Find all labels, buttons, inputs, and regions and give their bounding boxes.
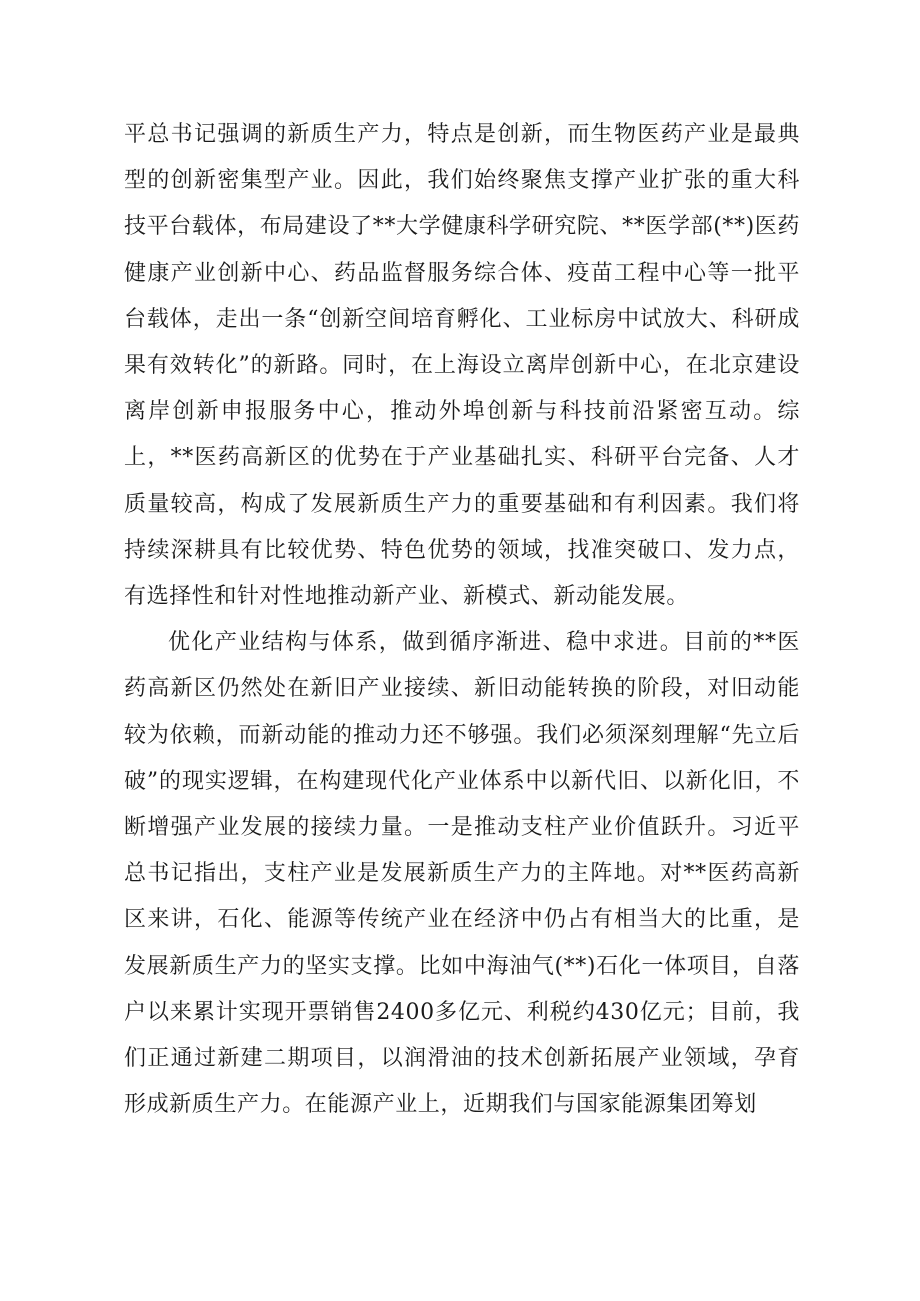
paragraph-1: 平总书记强调的新质生产力，特点是创新，而生物医药产业是最典型的创新密集型产业。因此，我们始终聚焦支撑产业扩张的重大科技平台载体，布局建设了**大学健康科学研究院、**医学部(**)医药健康产业创新中心、药品监督服务综合体、疫苗工程中心等一批平台载体，走出一条“创新空间培育孵化、工业标房中试放大、科研成果有效转化”的新路。同时，在上海设立离岸创新中心，在北京建设离岸创新申报服务中心，推动外埠创新与科技前沿紧密互动。综上，**医药高新区的优势在于产业基础扎实、科研平台完备、人才质量较高，构成了发展新质生产力的重要基础和有利因素。我们将持续深耕具有比较优势、特色优势的领域，找准突破口、发力点，有选择性和针对性地推动新产业、新模式、新动能发展。 (124, 122, 800, 610)
paragraph-2: 优化产业结构与体系，做到循序渐进、稳中求进。目前的**医药高新区仍然处在新旧产业接续、新旧动能转换的阶段，对旧动能较为依赖，而新动能的推动力还不够强。我们必须深刻理解“先立后破”的现实逻辑，在构建现代化产业体系中以新代旧、以新化旧，不断增强产业发展的接续力量。一是推动支柱产业价值跃升。习近平总书记指出，支柱产业是发展新质生产力的主阵地。对**医药高新区来讲，石化、能源等传统产业在经济中仍占有相当大的比重，是发展新质生产力的坚实支撑。比如中海油气(**)石化一体项目，自落户以来累计实现开票销售2400多亿元、利税约430亿元；目前，我们正通过新建二期项目，以润滑油的技术创新拓展产业领域，孕育形成新质生产力。在能源产业上，近期我们与国家能源集团筹划 (124, 630, 800, 1118)
document-body (124, 112, 800, 1128)
